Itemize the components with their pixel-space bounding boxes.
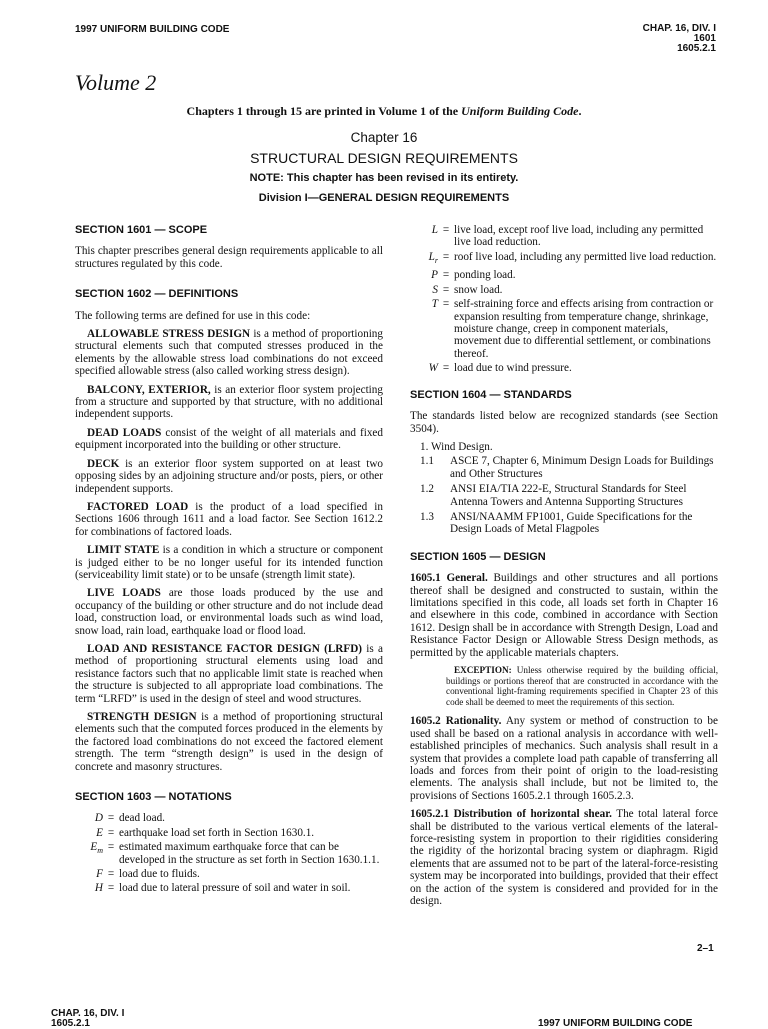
footer-chapter: CHAP. 16, DIV. I [51,1008,125,1019]
definition-term: DECK [87,457,120,470]
volume-title: Volume 2 [75,70,157,95]
definition-term: FACTORED LOAD [87,500,189,513]
definition-item [75,501,383,538]
notation-symbol: T [431,298,438,311]
footer-section: 1605.2.1 [51,1018,90,1029]
notation-text: self-straining force and effects arising from contraction or expansion resulting from temperature change, shrinkage, moisture change, creep in component materials, movement due to differential settlement, or combinations thereof. [454,298,714,360]
equals-sign: = [442,224,450,236]
chapter-title: STRUCTURAL DESIGN REQUIREMENTS [250,150,518,166]
definition-term: BALCONY, EXTERIOR, [87,383,211,396]
notation-item [75,812,383,824]
equals-sign: = [107,868,115,881]
definition-text: are those loads produced by the use and occupancy of the building or other structure and do not include dead load, construction load, or environmental loads such as wind load, snow load, rain load, earthquake load or flood load. [75,587,384,637]
standards-intro: The standards listed below are recognized standards (see Section 3504). [410,410,718,435]
definition-item [75,711,383,773]
definition-item [75,458,383,495]
exception-text: Unless otherwise required by the building official, buildings or portions thereof that are constructed in accordance with the conventional light-framing requirements specified in Chapter 23 of this code shall be deemed to meet the requirements of this section. [446,665,718,707]
notation-text: earthquake load set forth in Section 1630.1. [119,826,315,839]
notation-item [75,868,383,880]
notation-symbol: $E_m$ [90,841,103,856]
printed-note-text: Chapters 1 through 15 are printed in Volume 1 of the [186,104,462,118]
definition-term: ALLOWABLE STRESS DESIGN [87,328,251,341]
section-1604-heading: SECTION 1604 — STANDARDS [410,388,572,401]
definition-item [75,328,383,378]
definition-term: STRENGTH DESIGN [87,711,197,723]
exception-label: EXCEPTION: [454,665,512,676]
notation-symbol: P [431,269,438,282]
notation-symbol: W [428,362,438,375]
footer-right: 1997 UNIFORM BUILDING CODE [538,1018,693,1029]
standard-text: ANSI EIA/TIA 222-E, Structural Standards for Steel Antenna Towers and Antenna Supporting Structures [450,483,687,508]
definition-text: is a condition in which a structure or component is judged either to be no longer useful for its intended function (serviceability limit state) or to be unsafe (strength limit state). [75,544,383,581]
notation-item [410,269,718,281]
standard-number: 1.1 [420,455,434,468]
equals-sign: = [442,298,450,311]
equals-sign: = [107,826,115,839]
definition-text: is an exterior floor system supported on at least two opposing sides by an adjoining structure and/or posts, piers, or other independent supports. [75,457,383,495]
division-title: Division I—GENERAL DESIGN REQUIREMENTS [258,192,510,204]
section-1603-heading: SECTION 1603 — NOTATIONS [75,791,232,804]
section-1605-2-1-label: 1605.2.1 Distribution of horizontal shear. [410,808,612,821]
equals-sign: = [442,362,450,375]
standard-text: ANSI/NAAMM FP1001, Guide Specifications for the Design Loads of Metal Flagpoles [450,510,693,536]
definition-text: is a method of proportioning structural elements such that the computed forces produced in the elements by the factored load combinations do not exceed the factored element strength. The term “strength design” is used in the design of concrete and masonry structures. [75,711,383,773]
equals-sign: = [442,269,450,282]
notation-text: estimated maximum earthquake force that can be developed in the structure as set forth in Section 1630.1.1. [119,841,380,866]
section-1601-text: This chapter prescribes general design requirements applicable to all structures regulated by this code. [75,245,383,270]
notation-text: load due to fluids. [119,868,200,881]
equals-sign: = [107,882,115,895]
notation-symbol: D [94,812,103,825]
chapter-label: Chapter 16 [350,130,418,145]
definition-term: LIMIT STATE [87,544,160,557]
notation-item [410,362,718,374]
definition-item [75,384,383,421]
section-1605-1-label: 1605.1 General. [410,572,488,585]
equals-sign: = [107,812,115,825]
notation-item [410,224,718,249]
definition-term: LOAD AND RESISTANCE FACTOR DESIGN (LRFD) [87,642,363,655]
notation-text: ponding load. [454,269,516,282]
notation-item [75,827,383,839]
notation-text: snow load. [454,283,503,296]
printed-note [0,104,768,119]
notation-text: load due to lateral pressure of soil and water in soil. [119,882,351,895]
definition-item [75,427,383,452]
standard-text: ASCE 7, Chapter 6, Minimum Design Loads for Buildings and Other Structures [450,455,714,480]
right-column [410,224,718,913]
footer-left [51,1009,124,1029]
notation-symbol: $L_r$ [428,250,438,266]
definition-text: is a method of proportioning structural elements using load and resistance factors such that no applicable limit state is reached when the structure is subjected to all appropriate load combinations. The term “LRFD” is used in the design of steel and wood structures. [75,642,383,705]
standard-item [410,511,718,536]
notation-text: dead load. [119,812,165,825]
section-1605-2-text: Any system or method of construction to be used shall be based on a rational analysis in accordance with well-established principles of mechanics. Such analysis shall result in a system that provides a complete load path capable of transferring all loads and forces from their point of origin to the load-resisting elements. The analysis shall include, but not be limited to, the provisions of Sections 1605.2.1 through 1605.2.3. [410,715,718,802]
notation-text: load due to wind pressure. [454,362,572,375]
notations-list-left [75,812,383,894]
definitions-list [75,328,383,773]
notation-item [75,841,383,866]
notation-symbol: L [431,224,438,236]
header-section-start: 1601 [693,33,716,44]
section-1605-heading: SECTION 1605 — DESIGN [410,550,546,563]
section-1602-heading: SECTION 1602 — DEFINITIONS [75,288,239,301]
notation-text: roof live load, including any permitted live load reduction. [454,250,717,263]
notation-symbol: F [96,868,103,881]
definition-term: LIVE LOADS [87,587,161,600]
notation-text: live load, except roof live load, including any permitted live load reduction. [454,224,704,249]
definitions-intro: The following terms are defined for use in this code: [75,309,311,322]
equals-sign: = [442,283,450,296]
standard-item [410,455,718,480]
left-column [75,224,383,897]
notations-list-right [410,224,718,375]
section-1605-1 [410,572,718,659]
standard-item [410,483,718,508]
section-1605-2-label: 1605.2 Rationality. [410,715,502,728]
header-section-end: 1605.2.1 [677,43,716,54]
definition-item [75,544,383,581]
equals-sign: = [107,841,115,854]
section-1605-2 [410,715,718,802]
standard-number: 1.2 [420,483,434,496]
notation-item [410,298,718,360]
definition-text: consist of the weight of all materials and fixed equipment incorporated into the building or other structure. [75,426,383,452]
section-1605-1-text: Buildings and other structures and all portions thereof shall be designed and constructed to sustain, within the limitations specified in this code, all loads set forth in Chapter 16 and elsewhere in this code, combined in accordance with Section 1612. Design shall be in accordance with Strength Design, Load and Resistance Factor Design or Allowable Stress Design methods, as permitted by the applicable materials chapters. [410,572,718,659]
definition-text: is the product of a load specified in Sections 1606 through 1611 and a load factor. See Section 1612.2 for combinations of factored loads. [75,500,383,538]
notation-symbol: S [432,283,438,296]
header-chapter: CHAP. 16, DIV. I [642,23,716,34]
notation-item [410,251,718,268]
definition-term: DEAD LOADS [87,426,162,439]
running-header-left: 1997 UNIFORM BUILDING CODE [75,24,230,35]
definition-item [75,643,383,705]
section-1601-heading: SECTION 1601 — SCOPE [75,224,208,236]
printed-note-end: . [578,104,582,118]
standards-wind-design: 1. Wind Design. [420,440,493,453]
section-1605-2-1 [410,808,718,907]
equals-sign: = [442,250,450,263]
running-header-right [643,24,716,54]
section-1605-2-1-text: The total lateral force shall be distributed to the various vertical elements of the lateral-force-resisting system in proportion to their rigidities considering the rigidity of the horizontal bracing system or diaphragm. Rigid elements that are assumed not to be part of the lateral-force-resisting system may be incorporated into buildings, provided that their effect on the action of the system is considered and provided for in the design. [410,808,718,908]
definition-item [75,587,383,637]
notation-item [410,284,718,296]
standard-number: 1.3 [420,510,434,523]
definition-text: is a method of proportioning structural elements such that computed stresses produced in the elements by the allowable stress load combinations do not exceed specified allowable stress (also called working stress design). [75,328,383,378]
page-number: 2–1 [697,943,714,954]
definition-text: is an exterior floor system projecting from a structure and supported by that structure, with no additional independent supports. [75,383,383,421]
notation-symbol: H [94,882,103,895]
notation-item [75,882,383,894]
standards-list [410,455,718,535]
exception-note [446,665,718,707]
printed-note-italic: Uniform Building Code [461,104,579,118]
notation-symbol: E [96,826,103,839]
chapter-note: NOTE: This chapter has been revised in its entirety. [249,172,519,184]
